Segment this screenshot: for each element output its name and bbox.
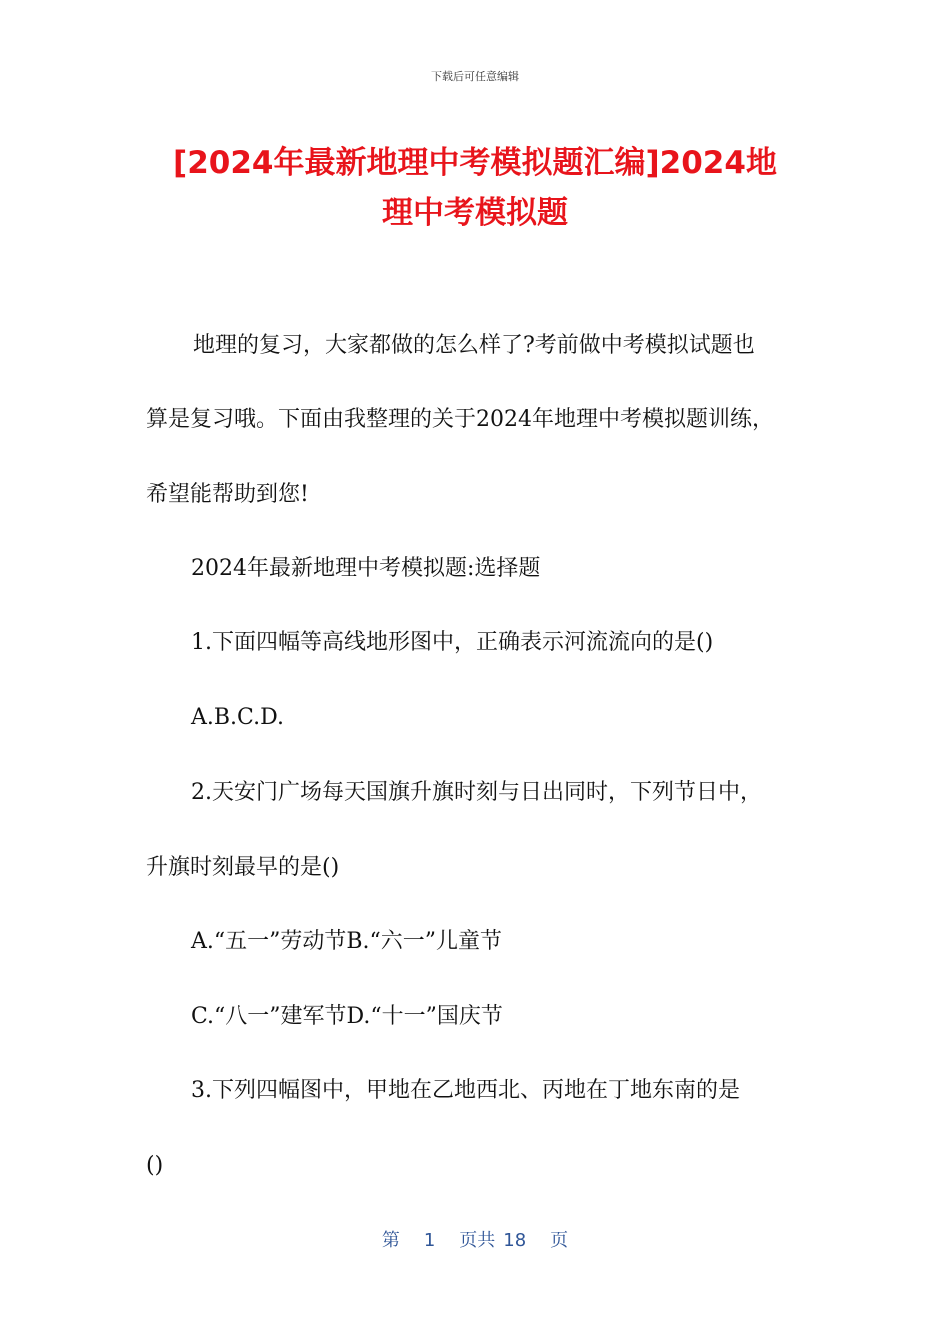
document-title — [110, 138, 840, 238]
footer-current-page: 1 — [423, 1230, 436, 1251]
question-3-line-2: () — [146, 1153, 164, 1178]
section-heading: 2024年最新地理中考模拟题:选择题 — [191, 556, 541, 581]
page-footer — [0, 1226, 950, 1252]
question-2-line-2: 升旗时刻最早的是() — [146, 855, 340, 880]
intro-line-3: 希望能帮助到您! — [146, 482, 309, 507]
question-1: 1.下面四幅等高线地形图中，正确表示河流流向的是() — [191, 630, 714, 655]
intro-line-1: 地理的复习，大家都做的怎么样了?考前做中考模拟试题也 — [193, 333, 755, 358]
title-line-2: 理中考模拟题 — [382, 195, 568, 231]
footer-prefix: 第 — [381, 1230, 400, 1251]
footer-middle: 页共 — [459, 1230, 496, 1251]
intro-line-2: 算是复习哦。下面由我整理的关于2024年地理中考模拟题训练， — [146, 407, 774, 432]
question-3-line-1: 3.下列四幅图中，甲地在乙地西北、丙地在丁地东南的是 — [191, 1078, 740, 1103]
header-note: 下载后可任意编辑 — [431, 70, 519, 83]
question-2-options-cd: C.“八一”建军节D.“十一”国庆节 — [191, 1004, 503, 1029]
footer-total-pages: 18 — [503, 1230, 527, 1251]
question-2-options-ab: A.“五一”劳动节B.“六一”儿童节 — [191, 929, 503, 954]
footer-suffix: 页 — [550, 1230, 569, 1251]
title-line-1: [2024年最新地理中考模拟题汇编]2024地 — [173, 145, 777, 181]
question-2-line-1: 2.天安门广场每天国旗升旗时刻与日出同时，下列节日中， — [191, 780, 762, 805]
question-1-options: A.B.C.D. — [191, 705, 284, 730]
